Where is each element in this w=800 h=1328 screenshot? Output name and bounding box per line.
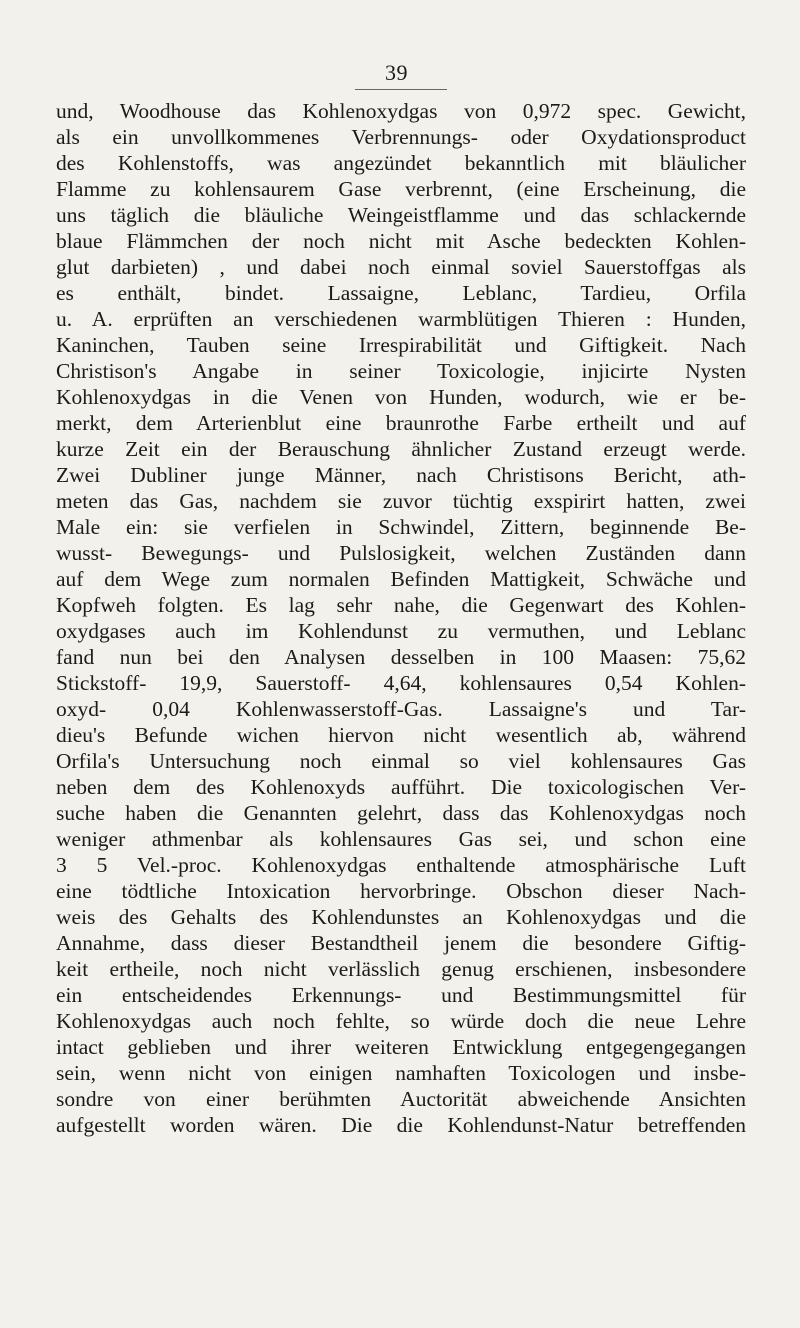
text-line: wusst- Bewegungs- und Pulslosigkeit, welchen Zuständen dann [56,541,746,565]
text-line: kurze Zeit ein der Berauschung ähnlicher Zustand erzeugt werde. [56,437,746,461]
text-line: Orfila's Untersuchung noch einmal so viel kohlensaures Gas [56,749,746,773]
text-line: keit ertheile, noch nicht verlässlich genug erschienen, insbesondere [56,957,746,981]
text-line: weniger athmenbar als kohlensaures Gas sei, und schon eine [56,827,746,851]
text-line: weis des Gehalts des Kohlendunstes an Kohlenoxydgas und die [56,905,746,929]
text-line: eine tödtliche Intoxication hervorbringe. Obschon dieser Nach- [56,879,746,903]
text-line: oxydgases auch im Kohlendunst zu vermuthen, und Leblanc [56,619,746,643]
text-line: Annahme, dass dieser Bestandtheil jenem die besondere Giftig- [56,931,746,955]
text-line: es enthält, bindet. Lassaigne, Leblanc, Tardieu, Orfila [56,281,746,305]
text-line: aufgestellt worden wären. Die die Kohlendunst-Natur betreffenden [56,1113,746,1137]
text-line: und, Woodhouse das Kohlenoxydgas von 0,972 spec. Gewicht, [56,99,746,123]
text-line: merkt, dem Arterienblut eine braunrothe Farbe ertheilt und auf [56,411,746,435]
text-line: dieu's Befunde wichen hiervon nicht wesentlich ab, während [56,723,746,747]
text-line: sein, wenn nicht von einigen namhaften Toxicologen und insbe- [56,1061,746,1085]
text-line: oxyd- 0,04 Kohlenwasserstoff-Gas. Lassaigne's und Tar- [56,697,746,721]
text-line: Flamme zu kohlensaurem Gase verbrennt, (eine Erscheinung, die [56,177,746,201]
text-line: fand nun bei den Analysen desselben in 100 Maasen: 75,62 [56,645,746,669]
text-line: Kaninchen, Tauben seine Irrespirabilität und Giftigkeit. Nach [56,333,746,357]
text-line: als ein unvollkommenes Verbrennungs- oder Oxydationsproduct [56,125,746,149]
text-line: 3 5 Vel.-proc. Kohlenoxydgas enthaltende atmosphärische Luft [56,853,746,877]
text-line: neben dem des Kohlenoxyds aufführt. Die toxicologischen Ver- [56,775,746,799]
text-line: glut darbieten) , und dabei noch einmal soviel Sauerstoffgas als [56,255,746,279]
text-line: Kohlenoxydgas in die Venen von Hunden, wodurch, wie er be- [56,385,746,409]
text-line: u. A. erprüften an verschiedenen warmblütigen Thieren : Hunden, [56,307,746,331]
text-line: Christison's Angabe in seiner Toxicologie, injicirte Nysten [56,359,746,383]
text-line: Stickstoff- 19,9, Sauerstoff- 4,64, kohlensaures 0,54 Kohlen- [56,671,746,695]
text-line: ein entscheidendes Erkennungs- und Bestimmungsmittel für [56,983,746,1007]
page-number: 39 [385,60,408,85]
text-line: Zwei Dubliner junge Männer, nach Christisons Bericht, ath- [56,463,746,487]
text-line: Kohlenoxydgas auch noch fehlte, so würde doch die neue Lehre [56,1009,746,1033]
text-line: suche haben die Genannten gelehrt, dass das Kohlenoxydgas noch [56,801,746,825]
body-text [56,98,746,1138]
text-line: auf dem Wege zum normalen Befinden Mattigkeit, Schwäche und [56,567,746,591]
page-number-rule [355,89,447,90]
text-line: Male ein: sie verfielen in Schwindel, Zittern, beginnende Be- [56,515,746,539]
text-line: meten das Gas, nachdem sie zuvor tüchtig exspirirt hatten, zwei [56,489,746,513]
text-line: sondre von einer berühmten Auctorität abweichende Ansichten [56,1087,746,1111]
text-line: des Kohlenstoffs, was angezündet bekanntlich mit bläulicher [56,151,746,175]
text-line: uns täglich die bläuliche Weingeistflamme und das schlackernde [56,203,746,227]
text-line: blaue Flämmchen der noch nicht mit Asche bedeckten Kohlen- [56,229,746,253]
text-line: intact geblieben und ihrer weiteren Entwicklung entgegengegangen [56,1035,746,1059]
text-line: Kopfweh folgten. Es lag sehr nahe, die Gegenwart des Kohlen- [56,593,746,617]
